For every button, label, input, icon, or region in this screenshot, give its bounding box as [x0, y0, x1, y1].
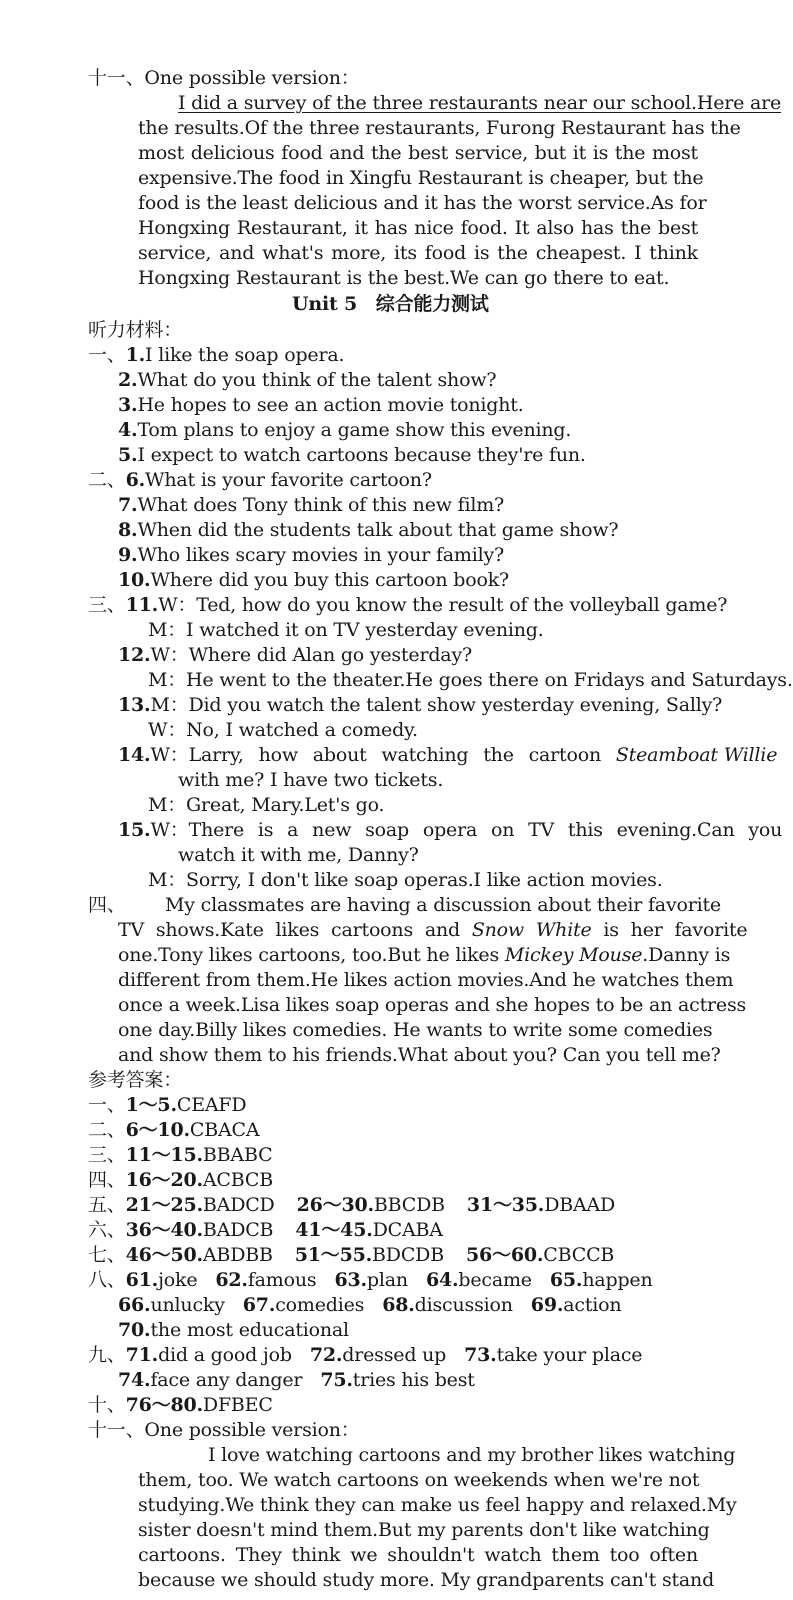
passage-line-4: different from them.He likes action movies.And he watches them: [118, 969, 734, 991]
essay-bottom-line-2: them, too. We watch cartoons on weekends when we're not: [138, 1469, 700, 1491]
section-11-bottom-label: 十一、One possible version：: [88, 1419, 360, 1441]
passage-line-5: once a week.Lisa likes soap operas and she hopes to be an actress: [118, 994, 747, 1016]
listening-item-9: 9.Who likes scary movies in your family?: [118, 544, 504, 566]
dialogue-11-m: M：I watched it on TV yesterday evening.: [148, 619, 544, 641]
passage-line-2: TV shows.Kate likes cartoons and Snow White is her favorite: [118, 919, 748, 941]
dialogue-12-w: 12.W：Where did Alan go yesterday?: [118, 644, 472, 666]
answers-row-3: 三、11～15.BBABC: [88, 1144, 273, 1166]
dialogue-14-w: 14.W：Larry, how about watching the cartoon Steamboat Willie: [118, 744, 778, 766]
dialogue-13-w: W：No, I watched a comedy.: [148, 719, 418, 741]
listening-item-10: 10.Where did you buy this cartoon book?: [118, 569, 510, 591]
section-9-row-1: 九、71.did a good job 72.dressed up 73.take your place: [88, 1344, 643, 1366]
passage-line-6: one day.Billy likes comedies. He wants to write some comedies: [118, 1019, 713, 1041]
answers-row-7: 七、46～50.ABDBB 51～55.BDCDB 56～60.CBCCB: [88, 1244, 615, 1266]
essay-top-line-1: I did a survey of the three restaurants near our school.Here are: [178, 92, 782, 114]
listening-item-6: 二、6.What is your favorite cartoon?: [88, 469, 432, 491]
essay-bottom-line-3: studying.We think they can make us feel happy and relaxed.My: [138, 1494, 737, 1516]
answers-row-2: 二、6～10.CBACA: [88, 1119, 260, 1141]
passage-line-1: My classmates are having a discussion about their favorite: [165, 894, 721, 916]
dialogue-14-w-cont: with me? I have two tickets.: [178, 769, 444, 791]
answers-row-5: 五、21～25.BADCD 26～30.BBCDB 31～35.DBAAD: [88, 1194, 616, 1216]
section-8-row-3: 70.the most educational: [118, 1319, 349, 1341]
essay-top-line-4: expensive.The food in Xingfu Restaurant is cheaper, but the: [138, 167, 704, 189]
listening-item-1: 一、1.I like the soap opera.: [88, 344, 345, 366]
dialogue-14-m: M：Great, Mary.Let's go.: [148, 794, 385, 816]
dialogue-15-w-cont: watch it with me, Danny?: [178, 844, 419, 866]
listening-item-5: 5.I expect to watch cartoons because they're fun.: [118, 444, 586, 466]
answers-row-4: 四、16～20.ACBCB: [88, 1169, 273, 1191]
listening-item-3: 3.He hopes to see an action movie tonight.: [118, 394, 524, 416]
essay-bottom-line-5: cartoons. They think we shouldn't watch them too often: [138, 1544, 698, 1566]
answers-row-6: 六、36～40.BADCB 41～45.DCABA: [88, 1219, 443, 1241]
dialogue-11-w: 三、11.W：Ted, how do you know the result of the volleyball game?: [88, 594, 728, 616]
essay-bottom-line-1: I love watching cartoons and my brother likes watching: [208, 1444, 736, 1466]
answers-label: 参考答案：: [88, 1069, 183, 1091]
passage-line-3: one.Tony likes cartoons, too.But he likes Mickey Mouse.Danny is: [118, 944, 731, 966]
section-8-row-2: 66.unlucky 67.comedies 68.discussion 69.action: [118, 1294, 622, 1316]
essay-bottom-line-4: sister doesn't mind them.But my parents don't like watching: [138, 1519, 710, 1541]
listening-item-7: 7.What does Tony think of this new film?: [118, 494, 505, 516]
listening-item-8: 8.When did the students talk about that game show?: [118, 519, 619, 541]
section-8-row-1: 八、61.joke 62.famous 63.plan 64.became 65.happen: [88, 1269, 653, 1291]
section-11-top-label: 十一、One possible version：: [88, 67, 360, 89]
essay-top-line-8: Hongxing Restaurant is the best.We can go there to eat.: [138, 267, 670, 289]
essay-top-line-3: most delicious food and the best service, but it is the most: [138, 142, 698, 164]
essay-top-line-5: food is the least delicious and it has the worst service.As for: [138, 192, 707, 214]
essay-top-line-2: the results.Of the three restaurants, Furong Restaurant has the: [138, 117, 741, 139]
passage-line-7: and show them to his friends.What about you? Can you tell me?: [118, 1044, 721, 1066]
dialogue-13-m: 13.M：Did you watch the talent show yesterday evening, Sally?: [118, 694, 723, 716]
dialogue-15-m: M：Sorry, I don't like soap operas.I like action movies.: [148, 869, 663, 891]
listening-label: 听力材料：: [88, 319, 183, 341]
listening-item-4: 4.Tom plans to enjoy a game show this evening.: [118, 419, 572, 441]
dialogue-12-m: M：He went to the theater.He goes there on Fridays and Saturdays.: [148, 669, 793, 691]
essay-bottom-line-6: because we should study more. My grandparents can't stand: [138, 1569, 715, 1591]
unit-title: Unit 5 综合能力测试: [292, 293, 489, 315]
answers-row-1: 一、1～5.CEAFD: [88, 1094, 247, 1116]
section-10: 十、76～80.DFBEC: [88, 1394, 273, 1416]
section-9-row-2: 74.face any danger 75.tries his best: [118, 1369, 475, 1391]
essay-top-line-6: Hongxing Restaurant, it has nice food. It also has the best: [138, 217, 698, 239]
section-4-label: 四、: [88, 894, 126, 916]
essay-top-line-7: service, and what's more, its food is the cheapest. I think: [138, 242, 698, 264]
dialogue-15-w: 15.W：There is a new soap opera on TV this evening.Can you: [118, 819, 783, 841]
listening-item-2: 2.What do you think of the talent show?: [118, 369, 497, 391]
